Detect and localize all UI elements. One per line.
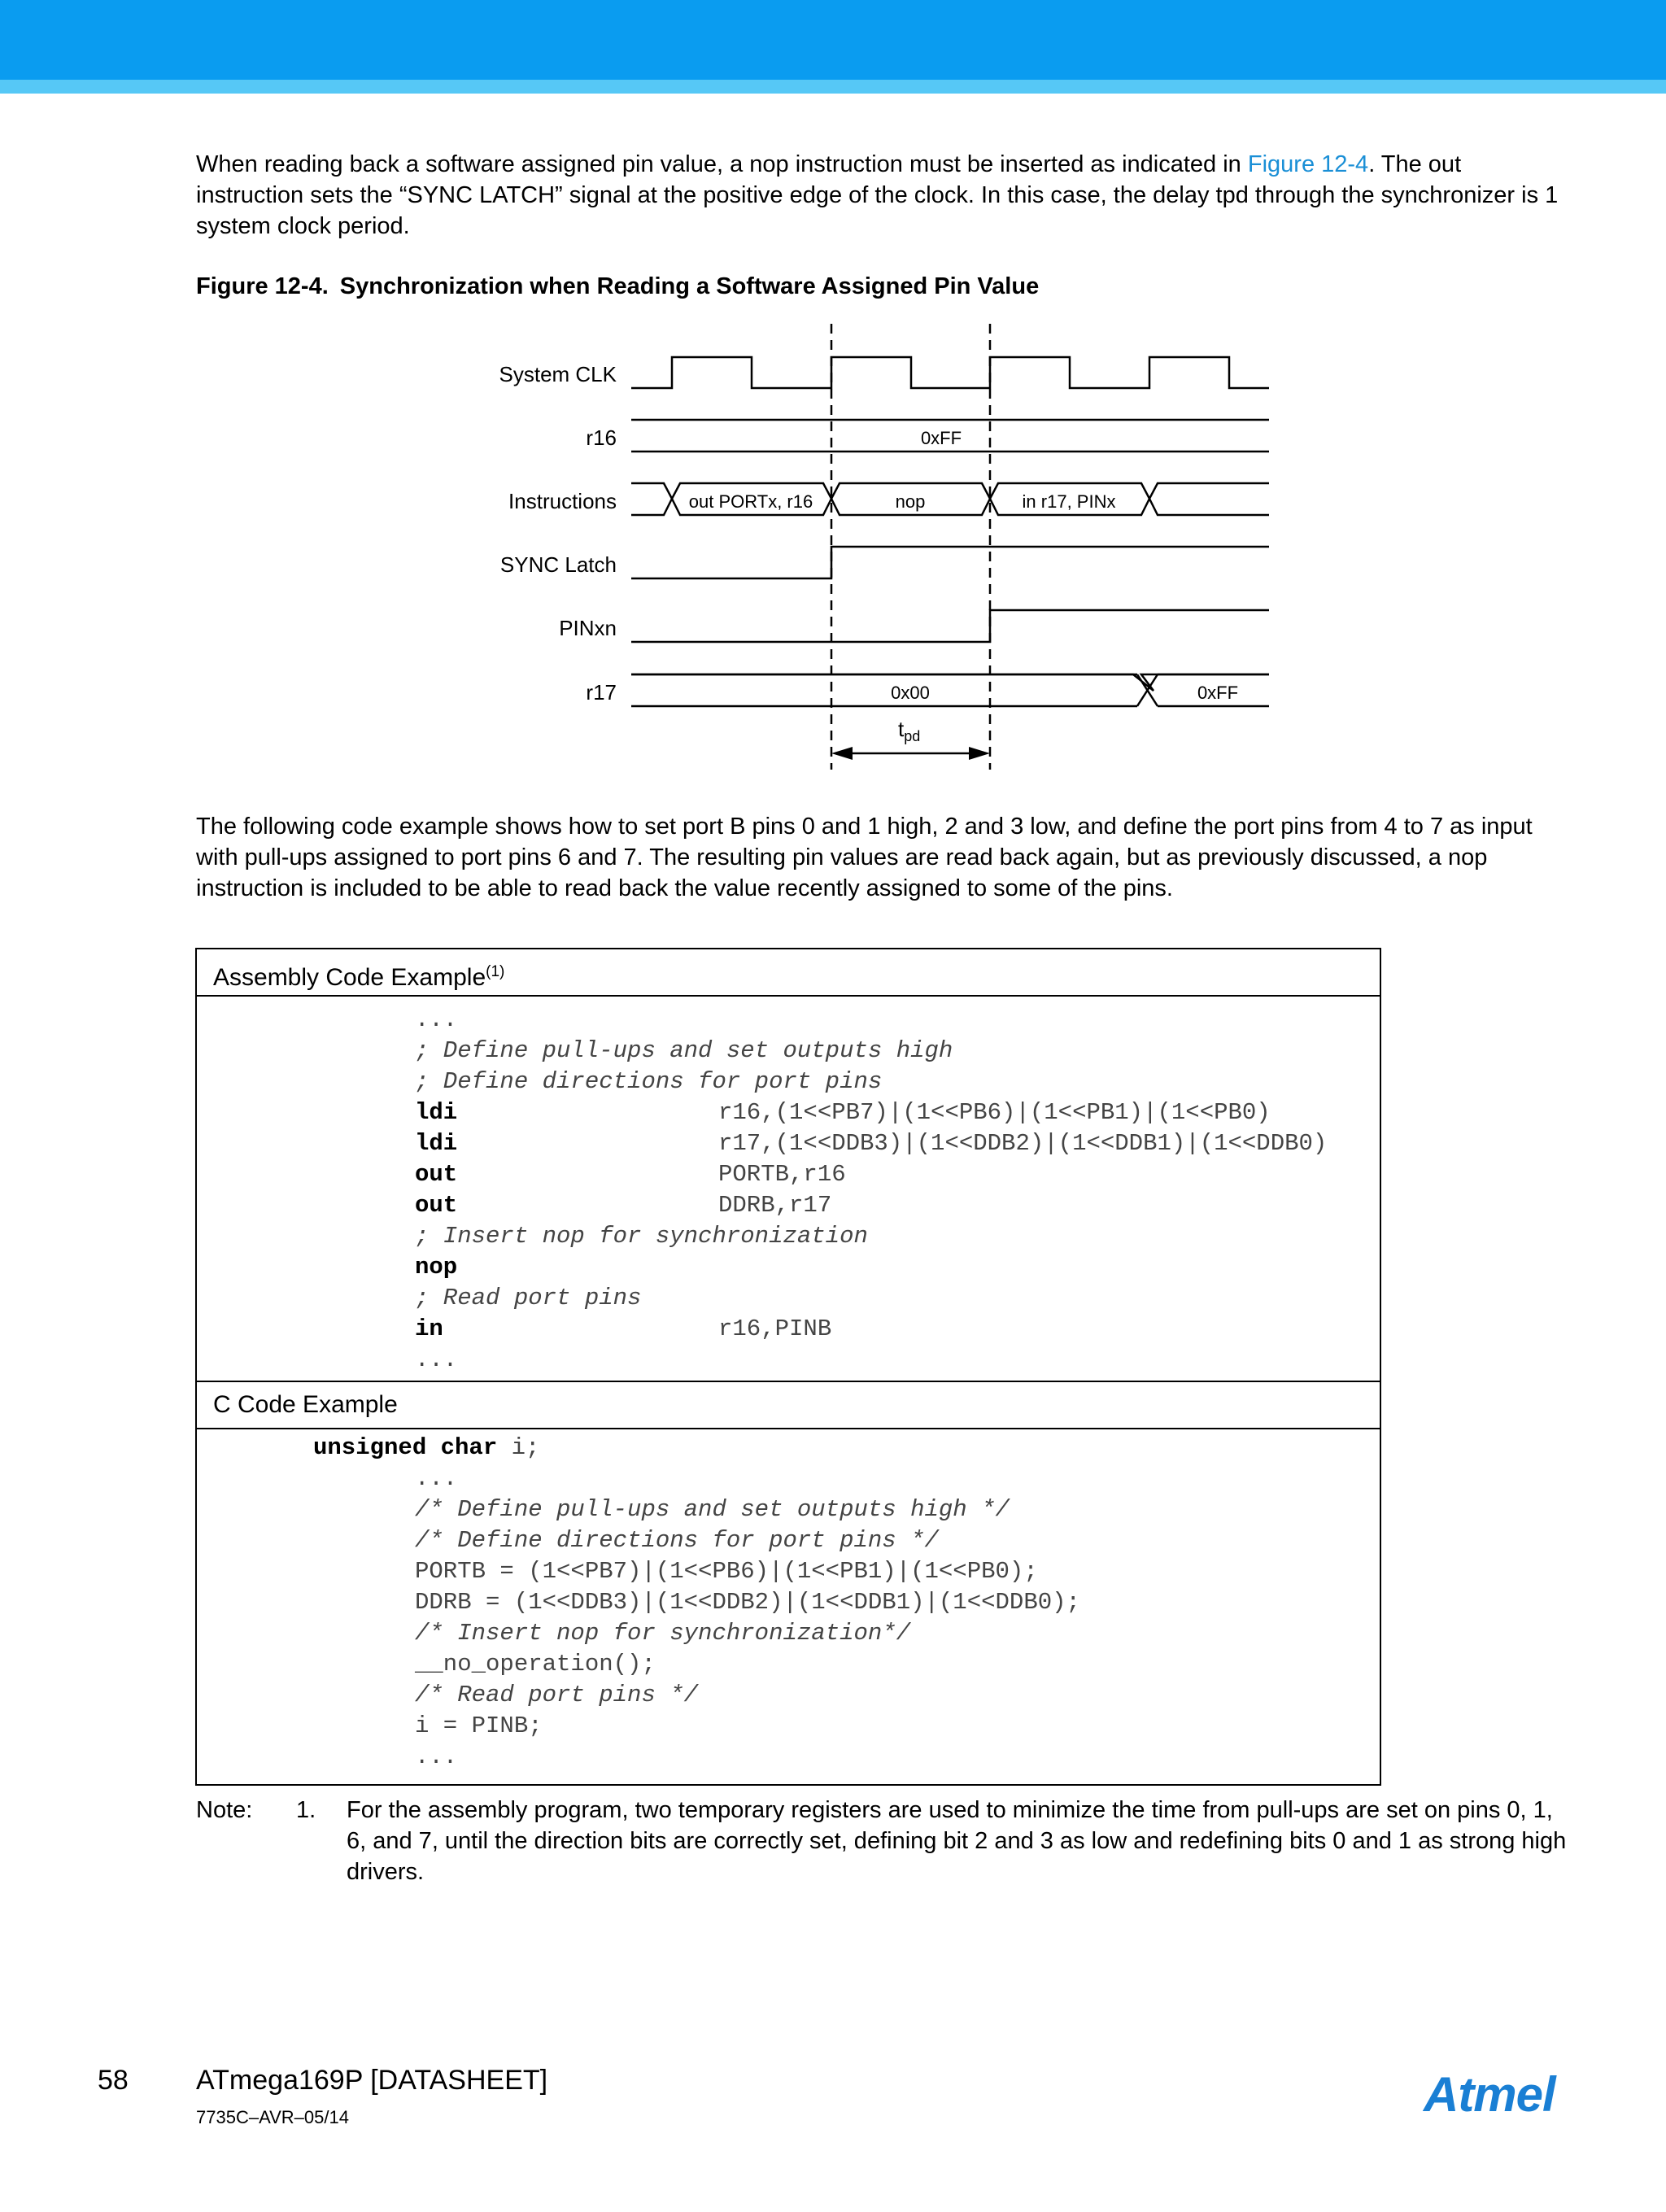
sync-waveform bbox=[631, 547, 1269, 578]
instr-nop: nop bbox=[895, 491, 926, 512]
r17-value-a: 0x00 bbox=[891, 683, 930, 703]
tpd-arrowhead-left bbox=[831, 747, 853, 760]
document-code: 7735C–AVR–05/14 bbox=[196, 2107, 349, 2127]
c-line: __no_operation(); bbox=[415, 1651, 656, 1678]
timing-diagram bbox=[0, 309, 1666, 781]
c-line: /* Insert nop for synchronization*/ bbox=[415, 1620, 911, 1647]
figure-link[interactable]: Figure 12-4 bbox=[1247, 151, 1369, 177]
clk-waveform bbox=[631, 357, 1269, 388]
asm-operands: r16,PINB bbox=[718, 1315, 832, 1342]
c-line: ... bbox=[415, 1743, 458, 1770]
asm-line: ; Insert nop for synchronization bbox=[415, 1223, 868, 1250]
note-text: For the assembly program, two temporary registers are used to minimize the time from pull-ups are set on pins 0, 1, 6, and 7, until the direction bits are correctly set, defining bit 2 and 3 as low and redefining bits 0 and 1 as strong high drivers. bbox=[347, 1797, 1567, 1885]
c-line: /* Define directions for port pins */ bbox=[415, 1527, 939, 1554]
asm-line: ; Read port pins bbox=[415, 1285, 642, 1311]
label-sync-latch: SYNC Latch bbox=[499, 552, 617, 577]
document-title: ATmega169P [DATASHEET] bbox=[196, 2065, 548, 2096]
label-instructions: Instructions bbox=[508, 489, 617, 513]
asm-code-block bbox=[197, 997, 1380, 1382]
asm-operands: r16,(1<<PB7)|(1<<PB6)|(1<<PB1)|(1<<PB0) bbox=[718, 1099, 1271, 1126]
tpd-label: $t_{pd}$ bbox=[898, 717, 921, 744]
figure-title: Synchronization when Reading a Software Assigned Pin Value bbox=[339, 273, 1040, 299]
asm-operands: r17,(1<<DDB3)|(1<<DDB2)|(1<<DDB1)|(1<<DDB0) bbox=[718, 1130, 1328, 1157]
c-line: i = PINB; bbox=[415, 1712, 543, 1739]
header-stripe bbox=[0, 80, 1666, 94]
pinxn-waveform bbox=[631, 610, 1269, 642]
label-system-clk: System CLK bbox=[499, 362, 617, 386]
intro-text-2: . The out instruction sets the “SYNC LATCH” signal at the positive edge of the clock. In this case, the delay tpd through the synchronizer is 1 system clock period. bbox=[196, 151, 1559, 239]
note-label: Note: bbox=[196, 1797, 253, 1823]
code-intro-paragraph: The following code example shows how to set port B pins 0 and 1 high, 2 and 3 low, and define the port pins from 4 to 7 as input with pull-ups assigned to port pins 6 and 7. The resulting pin values are read back again, but as previously discussed, a nop instruction is included to be able to read back the value recently assigned to some of the pins. bbox=[196, 814, 1533, 901]
label-r17: r17 bbox=[586, 680, 617, 705]
asm-operands: DDRB,r17 bbox=[718, 1192, 832, 1219]
asm-line: ; Define pull-ups and set outputs high bbox=[415, 1037, 953, 1064]
page-number: 58 bbox=[98, 2065, 129, 2096]
c-code-block bbox=[197, 1429, 1380, 1784]
asm-mnemonic: nop bbox=[415, 1254, 458, 1281]
c-line: /* Define pull-ups and set outputs high */ bbox=[415, 1496, 1010, 1523]
figure-number: Figure 12-4. bbox=[196, 273, 329, 299]
asm-line: ; Define directions for port pins bbox=[415, 1068, 883, 1095]
c-header: C Code Example bbox=[197, 1382, 1380, 1429]
c-line: /* Read port pins */ bbox=[415, 1682, 699, 1708]
tpd-arrowhead-right bbox=[969, 747, 990, 760]
figure-caption bbox=[196, 273, 1039, 300]
r17-bus-top bbox=[631, 674, 1269, 691]
asm-mnemonic: out bbox=[415, 1161, 458, 1188]
r16-value: 0xFF bbox=[920, 428, 962, 448]
asm-mnemonic: out bbox=[415, 1192, 458, 1219]
atmel-logo: Atmel bbox=[1424, 2067, 1555, 2122]
code-example-table bbox=[195, 948, 1381, 1786]
header-band bbox=[0, 0, 1666, 80]
asm-line: ... bbox=[415, 1006, 458, 1033]
c-line: PORTB = (1<<PB7)|(1<<PB6)|(1<<PB1)|(1<<PB0); bbox=[415, 1558, 1038, 1585]
asm-operands: PORTB,r16 bbox=[718, 1161, 846, 1188]
c-line: ... bbox=[415, 1465, 458, 1492]
intro-text-1: When reading back a software assigned pin value, a nop instruction must be inserted as indicated in bbox=[196, 151, 1248, 177]
asm-mnemonic: ldi bbox=[415, 1099, 458, 1126]
note-number: 1. bbox=[296, 1797, 316, 1823]
asm-line: ... bbox=[415, 1346, 458, 1373]
asm-mnemonic: in bbox=[415, 1315, 443, 1342]
c-declaration: unsigned char i; bbox=[313, 1434, 540, 1461]
instr-out: out PORTx, r16 bbox=[688, 491, 813, 512]
label-pinxn: PINxn bbox=[559, 616, 617, 640]
r17-value-b: 0xFF bbox=[1197, 683, 1239, 703]
c-line: DDRB = (1<<DDB3)|(1<<DDB2)|(1<<DDB1)|(1<<DDB0); bbox=[415, 1589, 1080, 1616]
asm-mnemonic: ldi bbox=[415, 1130, 458, 1157]
asm-header: Assembly Code Example$^{(1)}$ bbox=[197, 949, 1380, 997]
label-r16: r16 bbox=[586, 425, 617, 450]
instr-in: in r17, PINx bbox=[1022, 491, 1116, 512]
intro-paragraph bbox=[196, 149, 1571, 242]
